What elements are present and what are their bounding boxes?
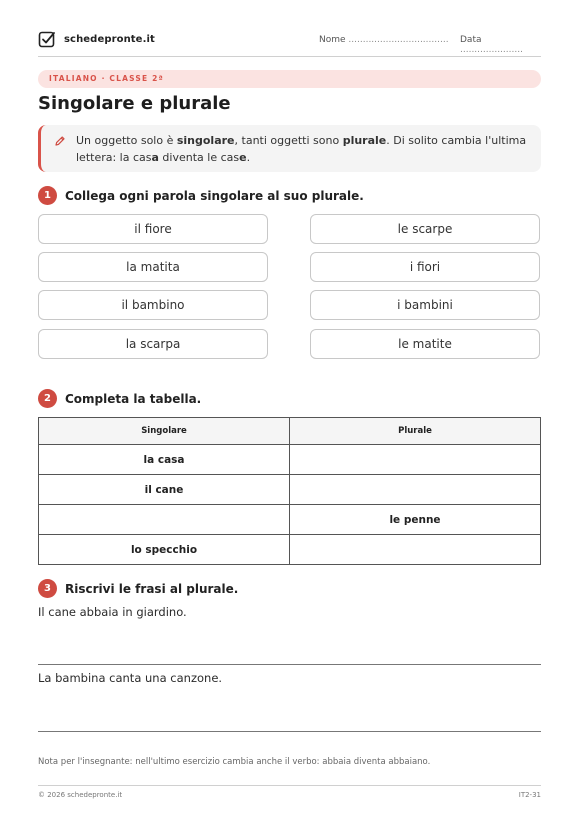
exercise-2-heading: [38, 389, 201, 408]
footer-divider: [38, 785, 541, 786]
plural-word-box[interactable]: le scarpe: [310, 214, 540, 244]
exercise-number: 2: [38, 389, 57, 408]
table-cell[interactable]: la casa: [39, 445, 290, 475]
table-row: [39, 445, 541, 475]
name-dots: ...................................: [348, 35, 449, 45]
exercise-title: Riscrivi le frasi al plurale.: [65, 581, 239, 596]
table-cell[interactable]: [290, 475, 541, 505]
table-header-row: [39, 418, 541, 445]
plural-word-box[interactable]: i bambini: [310, 290, 540, 320]
subject-badge: [38, 70, 541, 88]
name-label: Nome: [319, 35, 346, 45]
singular-plural-table: [38, 417, 541, 565]
pencil-icon: [54, 135, 66, 147]
table-cell[interactable]: lo specchio: [39, 535, 290, 565]
rule-callout: [38, 125, 541, 172]
subject-label: ITALIANO · CLASSE 2ª: [49, 74, 164, 83]
rule-text: Un oggetto solo è singolare, tanti oggetti sono plurale. Di solito cambia l'ultima lettera: la casa diventa le case.: [76, 134, 527, 164]
date-label: Data: [460, 35, 482, 45]
table-cell[interactable]: [290, 445, 541, 475]
plural-word-box[interactable]: i fiori: [310, 252, 540, 282]
site-name: schedepronte.it: [64, 33, 155, 45]
column-header-singular: Singolare: [39, 418, 290, 445]
teacher-note: Nota per l'insegnante: nell'ultimo esercizio cambia anche il verbo: abbaia diventa abbaiano.: [38, 757, 431, 767]
table-cell[interactable]: [39, 505, 290, 535]
header: [38, 30, 541, 55]
sentence-prompt: Il cane abbaia in giardino.: [38, 605, 187, 619]
table-cell[interactable]: il cane: [39, 475, 290, 505]
table-row: [39, 475, 541, 505]
singular-word-box[interactable]: la scarpa: [38, 329, 268, 359]
date-dots: ......................: [460, 45, 523, 55]
answer-line[interactable]: [38, 731, 541, 732]
copyright: © 2026 schedepronte.it: [38, 791, 123, 799]
table-cell[interactable]: le penne: [290, 505, 541, 535]
singular-word-box[interactable]: la matita: [38, 252, 268, 282]
checkbox-icon: [38, 30, 56, 48]
table-cell[interactable]: [290, 535, 541, 565]
singular-word-box[interactable]: il fiore: [38, 214, 268, 244]
name-field[interactable]: [319, 35, 449, 45]
exercise-1-heading: [38, 186, 364, 205]
exercise-number: 1: [38, 186, 57, 205]
table-row: [39, 535, 541, 565]
exercise-number: 3: [38, 579, 57, 598]
plural-word-box[interactable]: le matite: [310, 329, 540, 359]
date-field[interactable]: [460, 35, 541, 55]
page-title: Singolare e plurale: [38, 93, 231, 114]
sentence-prompt: La bambina canta una canzone.: [38, 671, 223, 685]
logo: [38, 30, 155, 48]
exercise-3-heading: [38, 579, 238, 598]
table-row: [39, 505, 541, 535]
exercise-title: Collega ogni parola singolare al suo plurale.: [65, 188, 364, 203]
sheet-code: IT2-31: [518, 791, 541, 799]
answer-line[interactable]: [38, 664, 541, 665]
column-header-plural: Plurale: [290, 418, 541, 445]
header-divider: [38, 56, 541, 57]
singular-word-box[interactable]: il bambino: [38, 290, 268, 320]
exercise-title: Completa la tabella.: [65, 391, 202, 406]
